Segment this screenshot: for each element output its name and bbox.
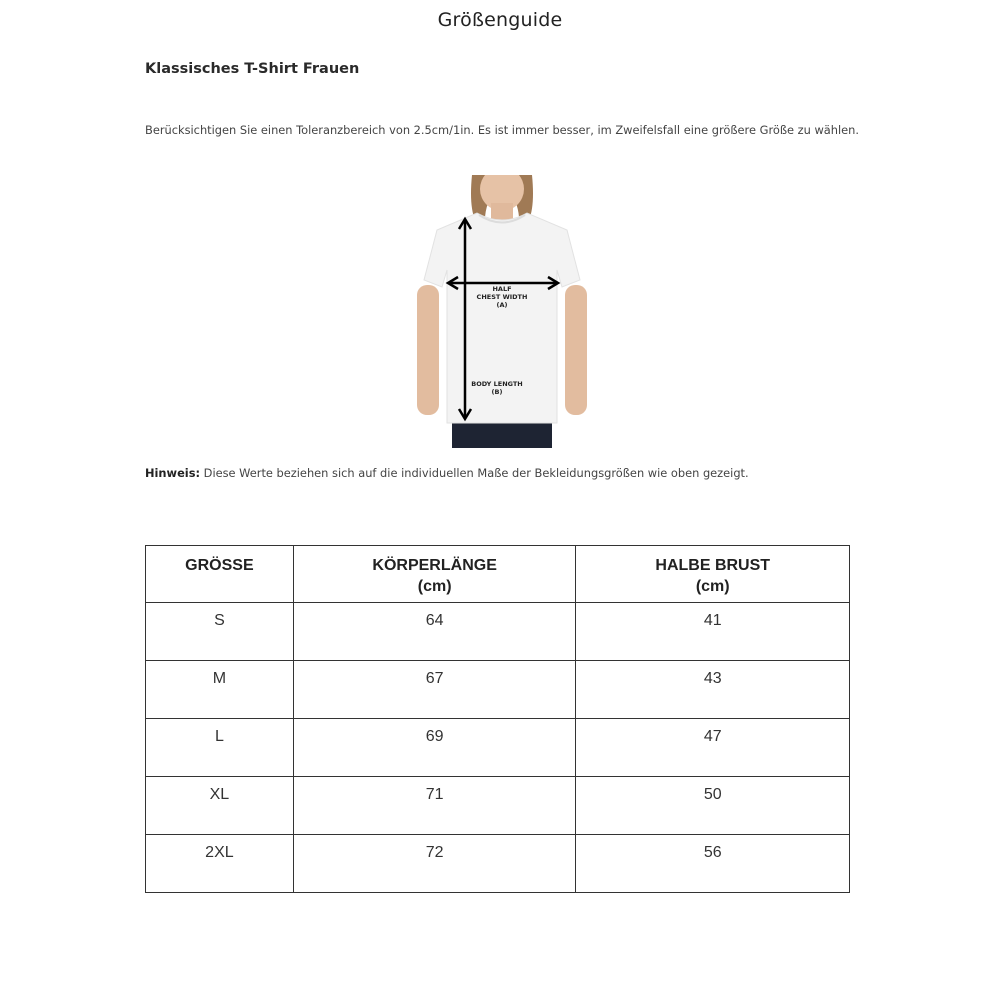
tshirt-measurement-figure bbox=[417, 175, 587, 448]
cell-chest: 50 bbox=[576, 777, 850, 835]
cell-chest: 47 bbox=[576, 719, 850, 777]
header-label: GRÖSSE bbox=[185, 557, 254, 574]
header-unit: (cm) bbox=[417, 578, 452, 595]
chest-label-line: CHEST WIDTH bbox=[476, 293, 528, 301]
half-chest-width-label bbox=[452, 285, 552, 309]
cell-length: 67 bbox=[293, 661, 576, 719]
cell-chest: 56 bbox=[576, 835, 850, 893]
cell-length: 64 bbox=[293, 603, 576, 661]
table-row bbox=[146, 777, 850, 835]
cell-length: 69 bbox=[293, 719, 576, 777]
note-label: Hinweis: bbox=[145, 466, 201, 480]
cell-size: S bbox=[146, 603, 294, 661]
tolerance-text: Berücksichtigen Sie einen Toleranzbereich von 2.5cm/1in. Es ist immer besser, im Zweifelsfall eine größere Größe zu wählen. bbox=[145, 123, 859, 137]
cell-size: L bbox=[146, 719, 294, 777]
header-label: HALBE BRUST bbox=[655, 557, 771, 574]
header-label: KÖRPERLÄNGE bbox=[372, 557, 497, 574]
table-row bbox=[146, 835, 850, 893]
table-row bbox=[146, 719, 850, 777]
header-size bbox=[146, 546, 294, 603]
size-table bbox=[145, 545, 850, 893]
chest-label-line: HALF bbox=[492, 285, 512, 293]
table-row bbox=[146, 603, 850, 661]
header-half-chest bbox=[576, 546, 850, 603]
note-text bbox=[145, 466, 749, 480]
product-title: Klassisches T-Shirt Frauen bbox=[145, 61, 360, 77]
cell-size: 2XL bbox=[146, 835, 294, 893]
length-label-line: (B) bbox=[491, 388, 503, 396]
header-body-length bbox=[293, 546, 576, 603]
cell-length: 72 bbox=[293, 835, 576, 893]
table-row bbox=[146, 661, 850, 719]
table-header-row bbox=[146, 546, 850, 603]
page-title: Größenguide bbox=[437, 9, 563, 31]
chest-label-line: (A) bbox=[496, 301, 508, 309]
note-body: Diese Werte beziehen sich auf die individuellen Maße der Bekleidungsgrößen wie oben gezeigt. bbox=[200, 466, 749, 480]
body-length-label bbox=[452, 380, 542, 396]
header-unit: (cm) bbox=[695, 578, 730, 595]
cell-chest: 41 bbox=[576, 603, 850, 661]
tshirt-model-illustration bbox=[417, 175, 587, 448]
cell-length: 71 bbox=[293, 777, 576, 835]
cell-chest: 43 bbox=[576, 661, 850, 719]
cell-size: M bbox=[146, 661, 294, 719]
length-label-line: BODY LENGTH bbox=[471, 380, 523, 388]
cell-size: XL bbox=[146, 777, 294, 835]
